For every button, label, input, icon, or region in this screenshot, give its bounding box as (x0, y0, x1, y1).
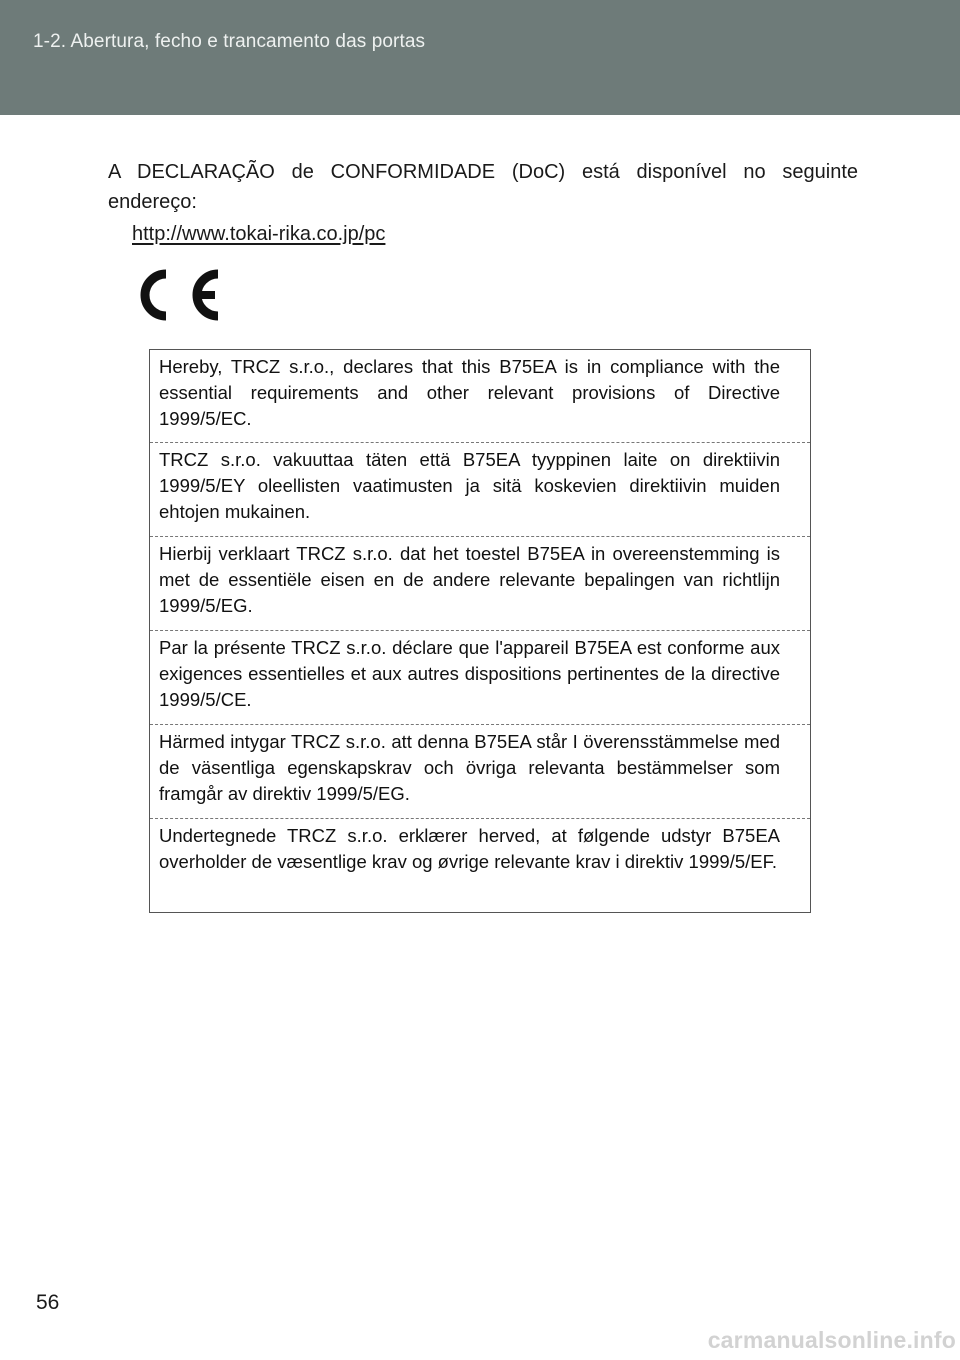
section-header (0, 0, 960, 115)
page-number: 56 (36, 1291, 60, 1314)
declaration-french: Par la présente TRCZ s.r.o. déclare que l'appareil B75EA est conforme aux exigences essentielles et aux autres dispositions pertinentes de la directive 1999/5/CE. (150, 630, 810, 713)
ce-mark-icon (135, 263, 225, 327)
declaration-dutch: Hierbij verklaart TRCZ s.r.o. dat het toestel B75EA in overeenstemming is met de essentiële eisen en de andere relevante bepalingen van richtlijn 1999/5/EG. (150, 536, 810, 619)
site-watermark: carmanualsonline.info (707, 1327, 956, 1353)
section-title: 1-2. Abertura, fecho e trancamento das portas (33, 31, 426, 52)
declaration-swedish: Härmed intygar TRCZ s.r.o. att denna B75EA står I överensstämmelse med de väsentliga egenskapskrav och övriga relevanta bestämmelser som framgår av direktiv 1999/5/EG. (150, 724, 810, 807)
doc-availability-text: A DECLARAÇÃO de CONFORMIDADE (DoC) está disponível no seguinte endereço: (108, 161, 858, 213)
declaration-box (149, 349, 811, 913)
declaration-finnish: TRCZ s.r.o. vakuuttaa täten että B75EA tyyppinen laite on direktiivin 1999/5/EY oleellisten vaatimusten ja sitä koskevien direktiivin muiden ehtojen mukainen. (150, 442, 810, 525)
declaration-danish: Undertegnede TRCZ s.r.o. erklærer herved, at følgende udstyr B75EA overholder de væsentlige krav og øvrige relevante krav i direktiv 1999/5/EF. (150, 818, 810, 875)
declaration-english: Hereby, TRCZ s.r.o., declares that this B75EA is in compliance with the essential requirements and other relevant provisions of Directive 1999/5/EC. (159, 356, 780, 429)
doc-url-link[interactable]: http://www.tokai-rika.co.jp/pc (132, 223, 386, 245)
